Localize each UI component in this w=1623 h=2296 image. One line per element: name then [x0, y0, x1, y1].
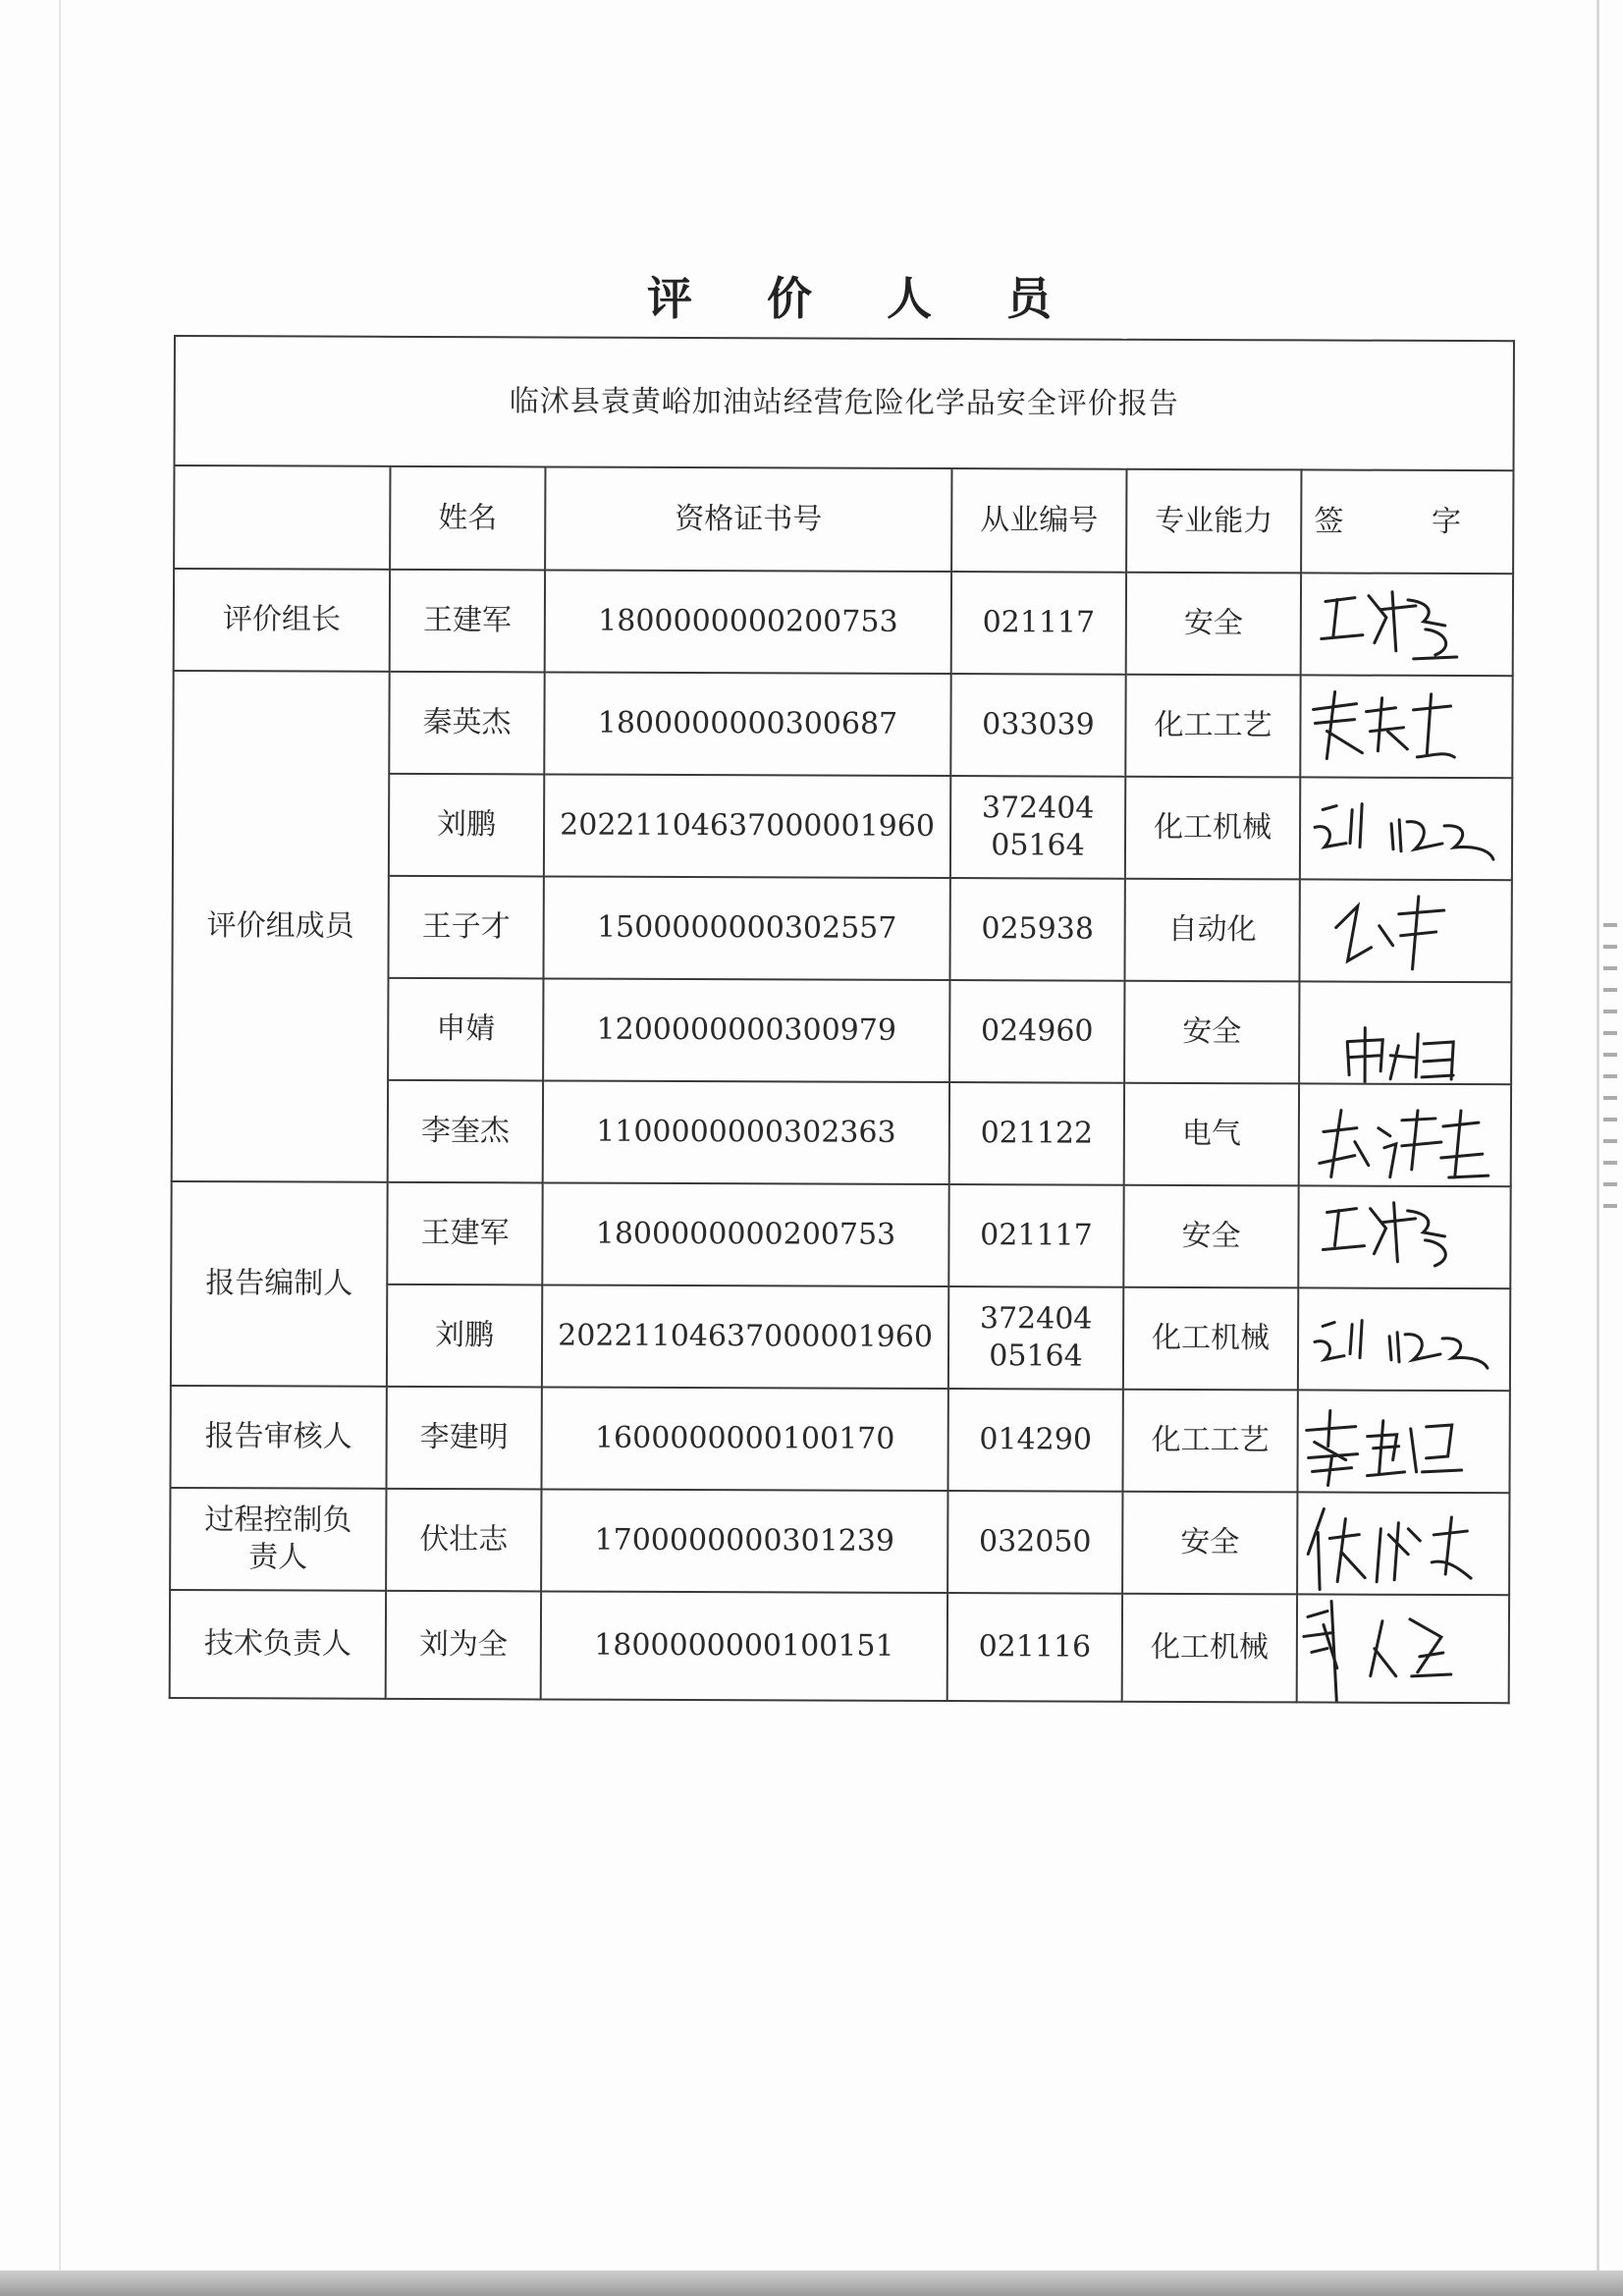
signature-image — [1298, 1185, 1510, 1288]
specialty-cell: 化工机械 — [1123, 1287, 1298, 1391]
table-row — [173, 671, 1512, 778]
header-role — [174, 465, 390, 570]
signature-cell — [1299, 879, 1511, 982]
emp-no-cell: 021122 — [949, 1082, 1124, 1185]
table-row — [171, 1181, 1510, 1288]
specialty-cell: 安全 — [1122, 1492, 1297, 1595]
emp-no-line: 05164 — [991, 828, 1085, 863]
emp-no-line: 05164 — [989, 1339, 1083, 1374]
name-cell: 刘鹏 — [389, 774, 544, 877]
page-edge-shadow — [1596, 0, 1599, 2296]
name-cell: 王子才 — [388, 876, 543, 979]
signature-cell — [1297, 1594, 1509, 1703]
signature-image — [1297, 1390, 1509, 1493]
header-cert: 资格证书号 — [545, 466, 951, 572]
cert-cell: 1100000000302363 — [543, 1080, 949, 1184]
scan-bottom-band — [0, 2270, 1623, 2296]
name-cell: 刘鹏 — [387, 1285, 542, 1388]
name-cell: 申婧 — [388, 978, 543, 1081]
signature-image — [1300, 777, 1512, 880]
name-cell: 李建明 — [386, 1387, 541, 1490]
cert-cell: 1800000000300687 — [544, 672, 950, 776]
page-title: 评 价 人 员 — [646, 272, 1082, 325]
specialty-cell: 化工工艺 — [1122, 1390, 1297, 1493]
table-row — [170, 1386, 1509, 1493]
signature-cell — [1298, 1185, 1510, 1288]
name-cell: 王建军 — [390, 570, 545, 673]
emp-no-cell: 025938 — [949, 878, 1124, 981]
emp-no-cell: 021117 — [948, 1184, 1123, 1287]
name-cell: 王建军 — [387, 1182, 542, 1285]
emp-no-cell — [948, 1286, 1123, 1390]
signature-image — [1298, 1287, 1510, 1391]
emp-no-line: 372404 — [981, 791, 1095, 826]
cert-cell: 1600000000100170 — [541, 1387, 947, 1491]
header-row — [174, 465, 1513, 574]
emp-no-cell: 021116 — [947, 1593, 1122, 1702]
header-signature: 签 字 — [1301, 469, 1513, 574]
role-cell: 技术负责人 — [170, 1590, 386, 1699]
name-cell: 伏壮志 — [386, 1489, 541, 1592]
name-cell: 李奎杰 — [388, 1080, 543, 1183]
evaluator-table — [169, 335, 1515, 1704]
signature-cell — [1298, 1287, 1510, 1391]
emp-no-cell: 014290 — [947, 1389, 1122, 1492]
emp-no-cell: 033039 — [950, 674, 1125, 777]
cert-cell: 20221104637000001960 — [544, 774, 950, 878]
signature-image — [1299, 1083, 1511, 1186]
signature-image — [1299, 981, 1511, 1084]
cert-cell: 1200000000300979 — [543, 978, 949, 1082]
signature-cell — [1299, 1083, 1511, 1186]
emp-no-cell: 024960 — [949, 980, 1124, 1083]
emp-no-line: 372404 — [979, 1301, 1093, 1337]
header-name: 姓名 — [390, 466, 545, 571]
specialty-cell: 化工机械 — [1122, 1594, 1297, 1703]
emp-no-cell — [950, 776, 1125, 879]
cert-cell: 20221104637000001960 — [542, 1285, 948, 1389]
signature-cell — [1297, 1492, 1509, 1595]
emp-no-cell: 032050 — [947, 1491, 1122, 1594]
report-title: 临沭县袁黄峪加油站经营危险化学品安全评价报告 — [174, 336, 1513, 470]
role-cell — [170, 1488, 386, 1591]
signature-cell — [1301, 573, 1513, 676]
signature-image — [1301, 573, 1513, 676]
header-emp-no: 从业编号 — [951, 468, 1126, 573]
signature-cell — [1299, 981, 1511, 1084]
specialty-cell: 电气 — [1124, 1083, 1299, 1186]
cert-cell: 1700000000301239 — [541, 1489, 947, 1593]
role-cell: 报告审核人 — [170, 1386, 386, 1489]
table-row — [170, 1488, 1509, 1595]
specialty-cell: 安全 — [1123, 1185, 1298, 1288]
specialty-cell: 安全 — [1126, 573, 1301, 676]
specialty-cell: 自动化 — [1124, 879, 1299, 982]
role-cell: 报告编制人 — [171, 1181, 388, 1387]
name-cell: 刘为全 — [386, 1591, 541, 1700]
signature-image — [1300, 675, 1512, 778]
role-cell: 评价组成员 — [172, 671, 390, 1182]
table-row — [174, 569, 1513, 676]
cert-cell: 1800000000200753 — [542, 1182, 948, 1286]
role-cell: 评价组长 — [174, 569, 390, 672]
page-binding-line — [59, 0, 61, 2296]
specialty-cell: 安全 — [1124, 981, 1299, 1084]
signature-cell — [1300, 675, 1512, 778]
signature-cell — [1300, 777, 1512, 880]
signature-cell — [1297, 1390, 1509, 1493]
role-line: 过程控制负 — [204, 1503, 352, 1538]
signature-image — [1299, 879, 1511, 982]
table-row — [170, 1590, 1509, 1703]
name-cell: 秦英杰 — [389, 672, 544, 775]
scan-edge-marks — [1603, 923, 1617, 1218]
cert-cell: 1800000000200753 — [545, 570, 951, 674]
cert-cell: 1800000000100151 — [541, 1591, 947, 1701]
header-specialty: 专业能力 — [1126, 469, 1301, 574]
cert-cell: 1500000000302557 — [543, 876, 949, 980]
specialty-cell: 化工机械 — [1125, 777, 1300, 880]
role-line: 责人 — [248, 1540, 308, 1575]
specialty-cell: 化工工艺 — [1125, 675, 1300, 778]
signature-image — [1297, 1594, 1509, 1703]
signature-image — [1297, 1492, 1509, 1595]
emp-no-cell: 021117 — [951, 572, 1126, 675]
